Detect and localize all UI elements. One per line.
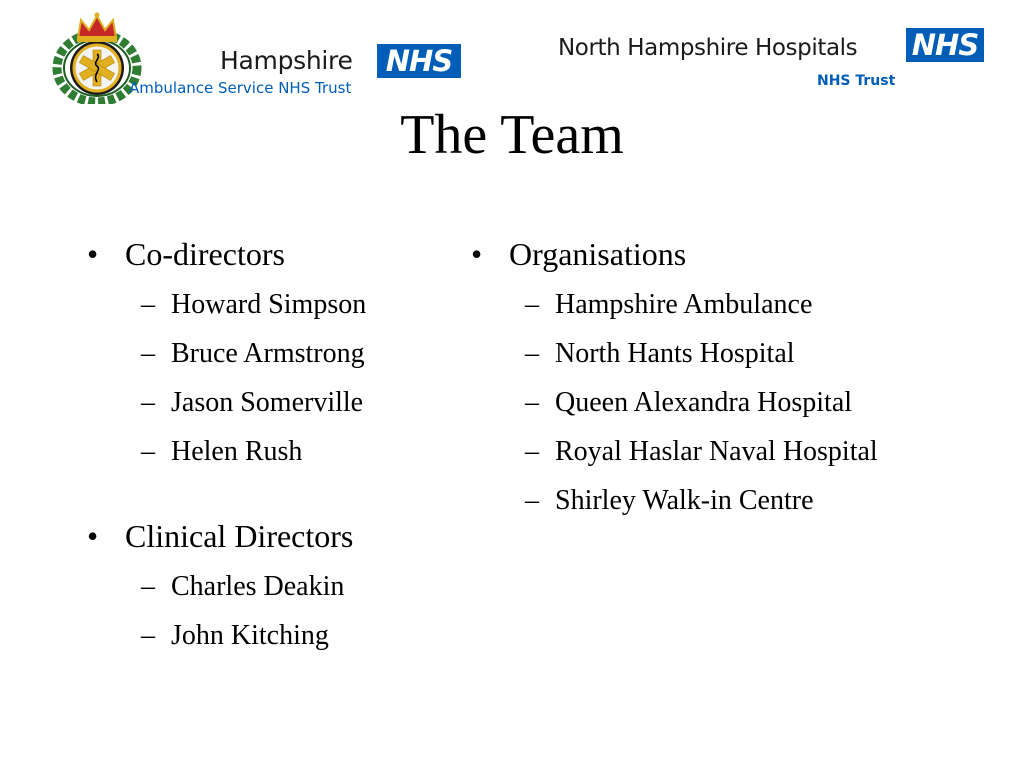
list-item-text: John Kitching [171,620,329,651]
list-item-text: Howard Simpson [171,289,367,320]
dash-mark: – [141,436,155,467]
clinical-directors-list [87,562,447,660]
section-gap [87,476,447,514]
nhs-badge-right: NHS [906,28,984,62]
slide-title: The Team [400,104,624,166]
nhs-badge-left: NHS [377,44,461,78]
bullet-co-directors [87,232,447,276]
list-item [471,280,991,329]
north-hampshire-logo-subtitle: NHS Trust [817,73,896,89]
dash-mark: – [141,571,155,602]
bullet-organisations [471,232,991,276]
list-item [471,378,991,427]
list-item-text: Charles Deakin [171,571,345,602]
bullet-label: Organisations [509,236,687,272]
list-item-text: Queen Alexandra Hospital [555,387,853,418]
dash-mark: – [141,338,155,369]
dash-mark: – [525,289,539,320]
left-column [87,232,447,660]
list-item [471,476,991,525]
hampshire-ambulance-logo [50,10,470,110]
north-hampshire-logo-name: North Hampshire Hospitals [558,35,858,61]
hampshire-logo-name: Hampshire [220,46,353,75]
list-item-text: Jason Somerville [171,387,364,418]
list-item [471,427,991,476]
bullet-label: Clinical Directors [125,518,354,554]
list-item [87,329,447,378]
list-item [87,611,447,660]
dash-mark: – [525,485,539,516]
dash-mark: – [525,436,539,467]
dash-mark: – [141,387,155,418]
right-column [471,232,991,525]
north-hampshire-hospitals-logo [555,20,995,100]
hampshire-logo-subtitle: Ambulance Service NHS Trust [129,79,352,97]
bullet-mark: • [471,236,483,272]
list-item [87,427,447,476]
bullet-mark: • [87,236,99,272]
dash-mark: – [525,387,539,418]
list-item [87,378,447,427]
dash-mark: – [525,338,539,369]
list-item-text: Bruce Armstrong [171,338,365,369]
bullet-label: Co-directors [125,236,285,272]
list-item-text: Hampshire Ambulance [555,289,813,320]
co-directors-list [87,280,447,476]
bullet-mark: • [87,518,99,554]
list-item [471,329,991,378]
organisations-list [471,280,991,525]
list-item-text: Royal Haslar Naval Hospital [555,436,878,467]
bullet-clinical-directors [87,514,447,558]
list-item [87,280,447,329]
list-item-text: Shirley Walk-in Centre [555,485,814,516]
dash-mark: – [141,289,155,320]
list-item-text: Helen Rush [171,436,303,467]
dash-mark: – [141,620,155,651]
list-item [87,562,447,611]
list-item-text: North Hants Hospital [555,338,795,369]
